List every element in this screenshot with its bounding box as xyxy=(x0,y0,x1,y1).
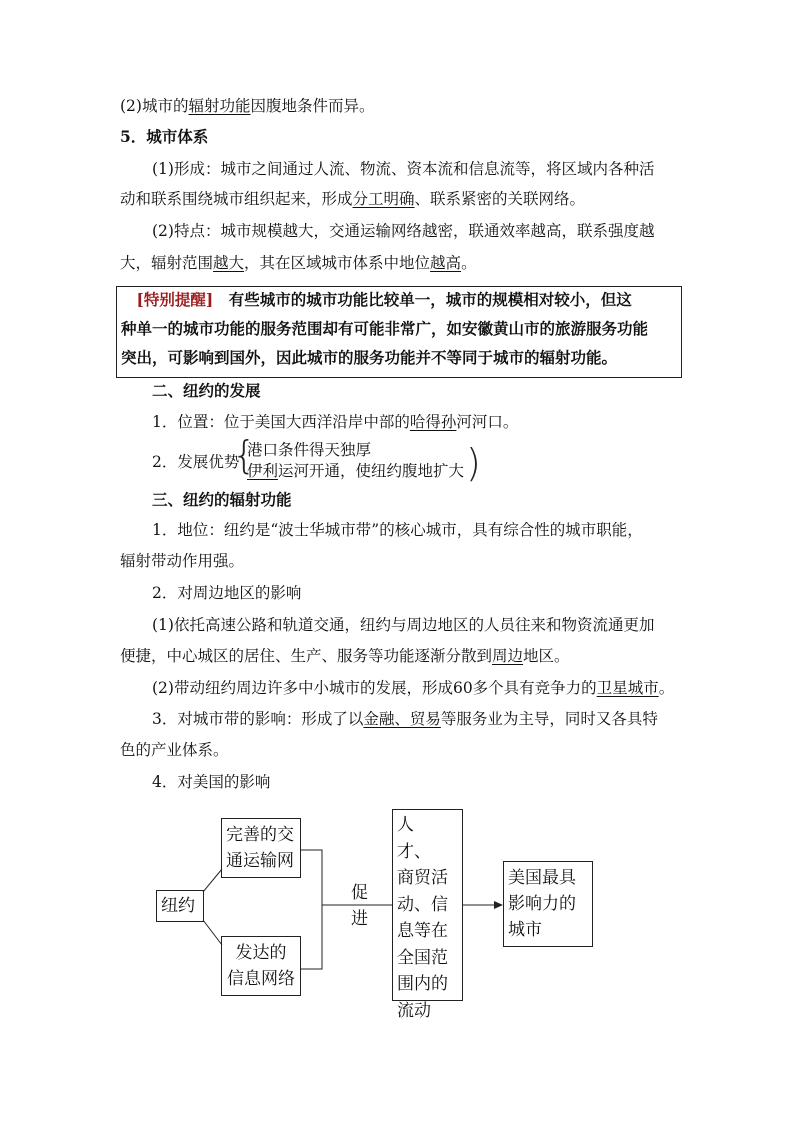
text-belt-b: 色的产业体系。 xyxy=(120,741,229,759)
key-term-radiation: 辐射功能 xyxy=(188,97,251,115)
advantage-canal: 伊利运河开通，使纽约腹地扩大 xyxy=(247,462,465,480)
text-features-b: 大，辐射范围越大，其在区域城市体系中地位越高。 xyxy=(120,254,477,272)
tip-line-1: [特别提醒] 有些城市的城市功能比较单一，城市的规模相对较小，但这 xyxy=(136,290,632,309)
box-new-york: 纽约 xyxy=(156,890,204,922)
text-surrounding-1b: 便捷，中心城区的居住、生产、服务等功能逐渐分散到周边地区。 xyxy=(120,647,570,665)
heading-city-system: 5．城市体系 xyxy=(120,127,209,146)
text-surrounding-1a: (1)依托高速公路和轨道交通，纽约与周边地区的人员往来和物资流通更加 xyxy=(152,616,655,634)
heading-nyc-radiation: 三、纽约的辐射功能 xyxy=(152,490,292,509)
advantage-port: 港口条件得天独厚 xyxy=(247,441,372,459)
key-term-erie: 伊利 xyxy=(247,462,279,480)
text-features-a: (2)特点：城市规模越大，交通运输网络越密，联通效率越高，联系强度越 xyxy=(152,222,655,240)
key-term-finance-trade: 金融、贸易 xyxy=(363,710,441,728)
text-status-a: 1．地位：纽约是“波士华城市带”的核心城市，具有综合性的城市职能， xyxy=(152,521,643,539)
key-term-higher: 越高 xyxy=(430,254,462,272)
box-most-influential-city: 美国最具 影响力的 城市 xyxy=(503,861,593,947)
label-promote-2: 进 xyxy=(351,909,368,929)
box-transport-network: 完善的交 通运输网 xyxy=(221,818,301,878)
left-brace-icon: { xyxy=(232,433,257,477)
text-status-b: 辐射带动作用强。 xyxy=(120,552,245,570)
heading-us-impact: 4．对美国的影响 xyxy=(152,773,271,791)
text-advantages-label: 2．发展优势 xyxy=(152,453,240,471)
text-radiation-depends: (2)城市的辐射功能因腹地条件而异。 xyxy=(120,97,375,115)
key-term-division: 分工明确 xyxy=(352,190,415,208)
heading-nyc-development: 二、纽约的发展 xyxy=(152,381,261,400)
key-term-surrounding: 周边 xyxy=(492,647,524,665)
text-formation-a: (1)形成：城市之间通过人流、物流、资本流和信息流等，将区域内各种活 xyxy=(152,160,655,178)
label-promote-1: 促 xyxy=(351,883,368,903)
tip-line-2: 种单一的城市功能的服务范围却有可能非常广，如安徽黄山市的旅游服务功能 xyxy=(121,319,649,338)
box-info-network: 发达的 信息网络 xyxy=(221,936,301,996)
key-term-larger: 越大 xyxy=(213,254,245,272)
key-term-hudson: 哈得孙 xyxy=(409,413,457,431)
tip-line-3: 突出，可影响到国外，因此城市的服务功能并不等同于城市的辐射功能。 xyxy=(121,348,618,367)
tip-tag: [特别提醒] xyxy=(136,290,214,309)
right-paren-icon: ) xyxy=(466,441,481,485)
key-term-satellite: 卫星城市 xyxy=(596,679,659,697)
text-location: 1．位置：位于美国大西洋沿岸中部的哈得孙河河口。 xyxy=(152,413,519,431)
box-nationwide-flow: 人 才、 商贸活 动、信 息等在 全国范 围内的 流动 xyxy=(392,809,463,1001)
text-satellite: (2)带动纽约周边许多中小城市的发展，形成60多个具有竞争力的卫星城市。 xyxy=(152,679,675,697)
heading-surrounding-impact: 2．对周边地区的影响 xyxy=(152,584,302,602)
text-belt-a: 3．对城市带的影响：形成了以金融、贸易等服务业为主导，同时又各具特 xyxy=(152,710,658,728)
text-formation-b: 动和联系围绕城市组织起来，形成分工明确、联系紧密的关联网络。 xyxy=(120,190,586,208)
